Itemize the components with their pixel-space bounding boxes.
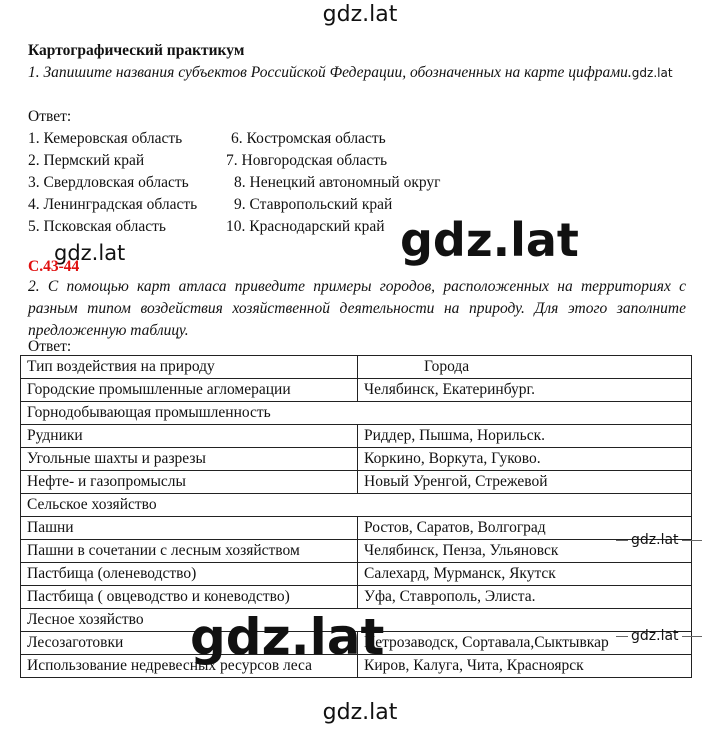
table-cell-cities: Челябинск, Пенза, Ульяновск [358,540,692,563]
question-1: 1. Запишите названия субъектов Российской Федерации, обозначенных на карте цифрами.gdz.lat [28,64,673,81]
divider [616,540,628,541]
table-row [21,563,692,586]
table-row [21,379,692,402]
watermark-top: gdz.lat [322,2,398,27]
table-cell-cities: Риддер, Пышма, Норильск. [358,425,692,448]
divider [682,540,702,541]
list-item: 4. Ленинградская область [28,196,198,213]
table-cell-type: Пашни в сочетании с лесным хозяйством [21,540,358,563]
list-item: 9. Ставропольский край [234,196,393,213]
table-cell-cities: Петрозаводск, Сортавала,Сыктывкар [358,632,692,655]
list-item: 1. Кемеровская область [28,130,183,147]
table-cell-type: Рудники [21,425,358,448]
table-cell-cities: Салехард, Мурманск, Якутск [358,563,692,586]
list-item: 6. Костромская область [231,130,386,147]
table-cell-type: Лесозаготовки [21,632,358,655]
watermark-side [616,532,702,548]
watermark-mid: gdz.lat [54,241,126,265]
section-heading: Картографический практикум [28,42,245,59]
list-item: 2. Пермский край [28,152,145,169]
list-item: 3. Свердловская область [28,174,189,191]
list-item: 8. Ненецкий автономный округ [234,174,441,191]
table-cell-type: Пашни [21,517,358,540]
table-cell-type: Угольные шахты и разрезы [21,448,358,471]
table-row [21,586,692,609]
table-cell-type: Пастбища ( овцеводство и коневодство) [21,586,358,609]
list-item: 10. Краснодарский край [226,218,385,235]
watermark-bottom: gdz.lat [322,700,398,725]
table-cell-type: Городские промышленные агломерации [21,379,358,402]
watermark-text: gdz.lat [631,532,679,548]
table-row [21,402,692,425]
table-row [21,517,692,540]
watermark-inline: gdz.lat [631,66,673,80]
list-item: 7. Новгородская область [226,152,388,169]
table-cell-type: Пастбища (оленеводство) [21,563,358,586]
page-reference: С.43-44 [28,258,80,275]
table-row [21,425,692,448]
list-item: 5. Псковская область [28,218,166,235]
watermark-text: gdz.lat [631,628,679,644]
table-row [21,494,692,517]
table-cell-type: Нефте- и газопромыслы [21,471,358,494]
table-cell-type: Лесное хозяйство [21,609,692,632]
table-header-cell: Города [358,356,692,379]
table-cell-cities: Уфа, Ставрополь, Элиста. [358,586,692,609]
table-cell-type: Использование недревесных ресурсов леса [21,655,358,678]
question-2: 2. С помощью карт атласа приведите примеры городов, расположенных на территориях с разным типом воздействия хозяйственной деятельности на природу. Для этого заполните предложенную таблицу. [28,278,686,339]
divider [682,636,702,637]
table-cell-cities: Челябинск, Екатеринбург. [358,379,692,402]
table-cell-type: Сельское хозяйство [21,494,692,517]
table-cell-cities: Киров, Калуга, Чита, Красноярск [358,655,692,678]
divider [616,636,628,637]
table-cell-cities: Новый Уренгой, Стрежевой [358,471,692,494]
watermark-large: gdz.lat [190,608,385,666]
watermark-side [616,628,702,644]
watermark-large: gdz.lat [400,213,579,267]
table-cell-cities: Ростов, Саратов, Волгоград [358,517,692,540]
table-row [21,471,692,494]
answer-label: Ответ: [28,108,72,125]
table-header-cell: Тип воздействия на природу [21,356,358,379]
table-cell-cities: Коркино, Воркута, Гуково. [358,448,692,471]
answer-label: Ответ: [28,338,72,355]
table-cell-type: Горнодобывающая промышленность [21,402,692,425]
table-header-row [21,356,692,379]
table-row [21,540,692,563]
table-row [21,448,692,471]
